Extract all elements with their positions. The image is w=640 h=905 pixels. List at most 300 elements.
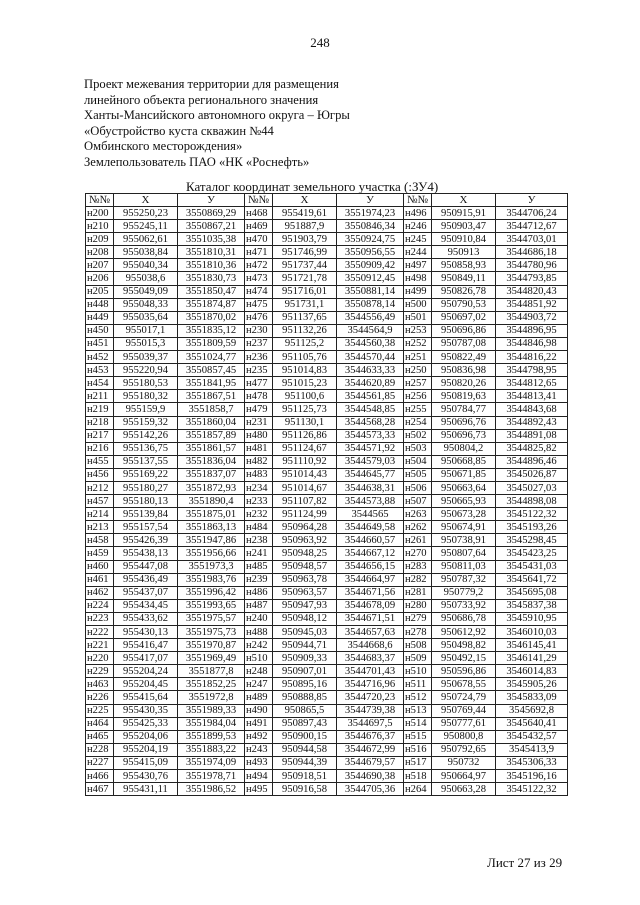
- y-coordinate-cell: 3551883,22: [178, 743, 245, 756]
- point-number-cell: н218: [86, 416, 114, 429]
- table-row: [86, 468, 568, 481]
- y-coordinate-cell: 3544660,57: [337, 534, 404, 547]
- point-number-cell: н480: [245, 429, 273, 442]
- y-coordinate-cell: 3544703,01: [496, 233, 568, 246]
- y-coordinate-cell: 3544671,51: [337, 612, 404, 625]
- point-number-cell: н489: [245, 691, 273, 704]
- x-coordinate-cell: 950916,58: [273, 783, 337, 796]
- y-coordinate-cell: 3544903,72: [496, 311, 568, 324]
- y-coordinate-cell: 3551947,86: [178, 534, 245, 547]
- x-coordinate-cell: 950858,93: [432, 259, 496, 272]
- y-coordinate-cell: 3545122,32: [496, 508, 568, 521]
- x-coordinate-cell: 955415,64: [114, 691, 178, 704]
- y-coordinate-cell: 3551890,4: [178, 495, 245, 508]
- x-coordinate-cell: 955159,32: [114, 416, 178, 429]
- table-row: [86, 534, 568, 547]
- point-number-cell: н482: [245, 455, 273, 468]
- point-number-cell: н241: [245, 547, 273, 560]
- x-coordinate-cell: 951716,01: [273, 285, 337, 298]
- y-coordinate-cell: 3551852,25: [178, 678, 245, 691]
- point-number-cell: н464: [86, 717, 114, 730]
- y-coordinate-cell: 3545641,72: [496, 573, 568, 586]
- y-coordinate-cell: 3550846,34: [337, 220, 404, 233]
- header-line: Омбинского месторождения»: [84, 139, 243, 154]
- point-number-cell: н499: [404, 285, 432, 298]
- point-number-cell: н222: [86, 626, 114, 639]
- column-header-y: У: [178, 194, 245, 207]
- point-number-cell: н452: [86, 351, 114, 364]
- x-coordinate-cell: 955180,13: [114, 495, 178, 508]
- y-coordinate-cell: 3544568,28: [337, 416, 404, 429]
- x-coordinate-cell: 950944,39: [273, 756, 337, 769]
- y-coordinate-cell: 3551835,12: [178, 324, 245, 337]
- point-number-cell: н471: [245, 246, 273, 259]
- y-coordinate-cell: 3551972,8: [178, 691, 245, 704]
- y-coordinate-cell: 3551970,87: [178, 639, 245, 652]
- x-coordinate-cell: 955430,13: [114, 626, 178, 639]
- y-coordinate-cell: 3545833,09: [496, 691, 568, 704]
- table-row: [86, 298, 568, 311]
- x-coordinate-cell: 950671,85: [432, 468, 496, 481]
- x-coordinate-cell: 955447,08: [114, 560, 178, 573]
- y-coordinate-cell: 3545306,33: [496, 756, 568, 769]
- x-coordinate-cell: 950910,84: [432, 233, 496, 246]
- x-coordinate-cell: 955437,07: [114, 586, 178, 599]
- column-header-y: У: [337, 194, 404, 207]
- y-coordinate-cell: 3544706,24: [496, 207, 568, 220]
- page-number: 248: [310, 35, 330, 50]
- point-number-cell: н235: [245, 364, 273, 377]
- table-row: [86, 770, 568, 783]
- point-number-cell: н479: [245, 403, 273, 416]
- point-number-cell: н518: [404, 770, 432, 783]
- point-number-cell: н244: [404, 246, 432, 259]
- y-coordinate-cell: 3544686,18: [496, 246, 568, 259]
- point-number-cell: н240: [245, 612, 273, 625]
- y-coordinate-cell: 3545122,32: [496, 783, 568, 796]
- x-coordinate-cell: 955204,45: [114, 678, 178, 691]
- point-number-cell: н449: [86, 311, 114, 324]
- point-number-cell: н227: [86, 756, 114, 769]
- point-number-cell: н460: [86, 560, 114, 573]
- y-coordinate-cell: 3544676,37: [337, 730, 404, 743]
- x-coordinate-cell: 951731,1: [273, 298, 337, 311]
- y-coordinate-cell: 3544620,89: [337, 377, 404, 390]
- point-number-cell: н508: [404, 639, 432, 652]
- x-coordinate-cell: 951014,67: [273, 481, 337, 494]
- x-coordinate-cell: 950800,8: [432, 730, 496, 743]
- table-row: [86, 599, 568, 612]
- column-header-y: У: [496, 194, 568, 207]
- x-coordinate-cell: 950492,15: [432, 652, 496, 665]
- x-coordinate-cell: 950498,82: [432, 639, 496, 652]
- point-number-cell: н494: [245, 770, 273, 783]
- point-number-cell: н483: [245, 468, 273, 481]
- table-row: [86, 351, 568, 364]
- x-coordinate-cell: 955015,3: [114, 337, 178, 350]
- x-coordinate-cell: 950948,25: [273, 547, 337, 560]
- x-coordinate-cell: 950787,32: [432, 573, 496, 586]
- table-row: [86, 403, 568, 416]
- x-coordinate-cell: 955040,34: [114, 259, 178, 272]
- table-row: [86, 324, 568, 337]
- y-coordinate-cell: 3545413,9: [496, 743, 568, 756]
- x-coordinate-cell: 955136,75: [114, 442, 178, 455]
- point-number-cell: н247: [245, 678, 273, 691]
- y-coordinate-cell: 3550867,21: [178, 220, 245, 233]
- y-coordinate-cell: 3551830,73: [178, 272, 245, 285]
- table-row: [86, 730, 568, 743]
- y-coordinate-cell: 3551973,3: [178, 560, 245, 573]
- point-number-cell: н481: [245, 442, 273, 455]
- point-number-cell: н257: [404, 377, 432, 390]
- x-coordinate-cell: 951100,6: [273, 390, 337, 403]
- column-header-number: №№: [86, 194, 114, 207]
- point-number-cell: н496: [404, 207, 432, 220]
- x-coordinate-cell: 955430,76: [114, 770, 178, 783]
- x-coordinate-cell: 955048,33: [114, 298, 178, 311]
- table-row: [86, 743, 568, 756]
- y-coordinate-cell: 3545431,03: [496, 560, 568, 573]
- table-row: [86, 442, 568, 455]
- x-coordinate-cell: 950790,53: [432, 298, 496, 311]
- point-number-cell: н448: [86, 298, 114, 311]
- point-number-cell: н238: [245, 534, 273, 547]
- point-number-cell: н225: [86, 704, 114, 717]
- x-coordinate-cell: 955245,11: [114, 220, 178, 233]
- table-row: [86, 285, 568, 298]
- header-line: Проект межевания территории для размещения: [84, 77, 339, 91]
- point-number-cell: н262: [404, 521, 432, 534]
- y-coordinate-cell: 3544671,56: [337, 586, 404, 599]
- point-number-cell: н473: [245, 272, 273, 285]
- y-coordinate-cell: 3544898,08: [496, 495, 568, 508]
- x-coordinate-cell: 951015,23: [273, 377, 337, 390]
- table-row: [86, 665, 568, 678]
- point-number-cell: н517: [404, 756, 432, 769]
- y-coordinate-cell: 3551984,04: [178, 717, 245, 730]
- x-coordinate-cell: 951887,9: [273, 220, 337, 233]
- x-coordinate-cell: 950724,79: [432, 691, 496, 704]
- x-coordinate-cell: 950944,58: [273, 743, 337, 756]
- y-coordinate-cell: 3546010,03: [496, 626, 568, 639]
- y-coordinate-cell: 3551836,04: [178, 455, 245, 468]
- point-number-cell: н206: [86, 272, 114, 285]
- x-coordinate-cell: 955169,22: [114, 468, 178, 481]
- point-number-cell: н515: [404, 730, 432, 743]
- point-number-cell: н461: [86, 573, 114, 586]
- table-row: [86, 207, 568, 220]
- y-coordinate-cell: 3551874,87: [178, 298, 245, 311]
- column-header-number: №№: [245, 194, 273, 207]
- point-number-cell: н256: [404, 390, 432, 403]
- point-number-cell: н450: [86, 324, 114, 337]
- y-coordinate-cell: 3551861,57: [178, 442, 245, 455]
- x-coordinate-cell: 950807,64: [432, 547, 496, 560]
- point-number-cell: н231: [245, 416, 273, 429]
- point-number-cell: н212: [86, 481, 114, 494]
- y-coordinate-cell: 3551975,73: [178, 626, 245, 639]
- point-number-cell: н251: [404, 351, 432, 364]
- point-number-cell: н484: [245, 521, 273, 534]
- y-coordinate-cell: 3551986,52: [178, 783, 245, 796]
- x-coordinate-cell: 955204,19: [114, 743, 178, 756]
- point-number-cell: н463: [86, 678, 114, 691]
- y-coordinate-cell: 3544657,63: [337, 626, 404, 639]
- y-coordinate-cell: 3550881,14: [337, 285, 404, 298]
- y-coordinate-cell: 3544649,58: [337, 521, 404, 534]
- x-coordinate-cell: 951132,26: [273, 324, 337, 337]
- point-number-cell: н477: [245, 377, 273, 390]
- point-number-cell: н270: [404, 547, 432, 560]
- y-coordinate-cell: 3551863,13: [178, 521, 245, 534]
- y-coordinate-cell: 3544705,36: [337, 783, 404, 796]
- x-coordinate-cell: 950811,03: [432, 560, 496, 573]
- x-coordinate-cell: 951014,83: [273, 364, 337, 377]
- x-coordinate-cell: 951126,86: [273, 429, 337, 442]
- point-number-cell: н491: [245, 717, 273, 730]
- point-number-cell: н503: [404, 442, 432, 455]
- x-coordinate-cell: 950792,65: [432, 743, 496, 756]
- y-coordinate-cell: 3550956,55: [337, 246, 404, 259]
- x-coordinate-cell: 950915,91: [432, 207, 496, 220]
- y-coordinate-cell: 3544739,38: [337, 704, 404, 717]
- x-coordinate-cell: 955038,6: [114, 272, 178, 285]
- x-coordinate-cell: 950663,28: [432, 783, 496, 796]
- y-coordinate-cell: 3551035,38: [178, 233, 245, 246]
- y-coordinate-cell: 3544701,43: [337, 665, 404, 678]
- y-coordinate-cell: 3545423,25: [496, 547, 568, 560]
- y-coordinate-cell: 3551024,77: [178, 351, 245, 364]
- table-row: [86, 691, 568, 704]
- x-coordinate-cell: 955204,06: [114, 730, 178, 743]
- y-coordinate-cell: 3551837,07: [178, 468, 245, 481]
- x-coordinate-cell: 955433,62: [114, 612, 178, 625]
- x-coordinate-cell: 951125,73: [273, 403, 337, 416]
- y-coordinate-cell: 3544668,6: [337, 639, 404, 652]
- y-coordinate-cell: 3545027,03: [496, 481, 568, 494]
- point-number-cell: н283: [404, 560, 432, 573]
- x-coordinate-cell: 955426,39: [114, 534, 178, 547]
- x-coordinate-cell: 950663,64: [432, 481, 496, 494]
- point-number-cell: н492: [245, 730, 273, 743]
- y-coordinate-cell: 3544667,12: [337, 547, 404, 560]
- point-number-cell: н485: [245, 560, 273, 573]
- x-coordinate-cell: 951137,65: [273, 311, 337, 324]
- table-row: [86, 508, 568, 521]
- y-coordinate-cell: 3544556,49: [337, 311, 404, 324]
- x-coordinate-cell: 950668,85: [432, 455, 496, 468]
- x-coordinate-cell: 950733,92: [432, 599, 496, 612]
- y-coordinate-cell: 3546014,83: [496, 665, 568, 678]
- point-number-cell: н506: [404, 481, 432, 494]
- x-coordinate-cell: 950948,12: [273, 612, 337, 625]
- y-coordinate-cell: 3545026,87: [496, 468, 568, 481]
- x-coordinate-cell: 951105,76: [273, 351, 337, 364]
- x-coordinate-cell: 951014,43: [273, 468, 337, 481]
- point-number-cell: н500: [404, 298, 432, 311]
- y-coordinate-cell: 3551969,49: [178, 652, 245, 665]
- x-coordinate-cell: 955436,49: [114, 573, 178, 586]
- point-number-cell: н458: [86, 534, 114, 547]
- y-coordinate-cell: 3550878,14: [337, 298, 404, 311]
- point-number-cell: н232: [245, 508, 273, 521]
- y-coordinate-cell: 3544896,95: [496, 324, 568, 337]
- y-coordinate-cell: 3550912,45: [337, 272, 404, 285]
- y-coordinate-cell: 3544679,57: [337, 756, 404, 769]
- point-number-cell: н254: [404, 416, 432, 429]
- point-number-cell: н510: [404, 665, 432, 678]
- x-coordinate-cell: 950897,43: [273, 717, 337, 730]
- y-coordinate-cell: 3551993,65: [178, 599, 245, 612]
- x-coordinate-cell: 950900,15: [273, 730, 337, 743]
- point-number-cell: н507: [404, 495, 432, 508]
- table-row: [86, 756, 568, 769]
- y-coordinate-cell: 3551872,93: [178, 481, 245, 494]
- header-line: «Обустройство куста скважин №44: [84, 123, 274, 138]
- table-caption: Каталог координат земельного участка (:ЗУ4): [186, 179, 439, 194]
- y-coordinate-cell: 3544896,46: [496, 455, 568, 468]
- y-coordinate-cell: 3544638,31: [337, 481, 404, 494]
- y-coordinate-cell: 3544843,68: [496, 403, 568, 416]
- point-number-cell: н498: [404, 272, 432, 285]
- point-number-cell: н454: [86, 377, 114, 390]
- y-coordinate-cell: 3544561,85: [337, 390, 404, 403]
- y-coordinate-cell: 3551870,02: [178, 311, 245, 324]
- y-coordinate-cell: 3544560,38: [337, 337, 404, 350]
- point-number-cell: н472: [245, 259, 273, 272]
- y-coordinate-cell: 3545837,38: [496, 599, 568, 612]
- x-coordinate-cell: 950674,91: [432, 521, 496, 534]
- y-coordinate-cell: 3544664,97: [337, 573, 404, 586]
- x-coordinate-cell: 955017,1: [114, 324, 178, 337]
- table-row: [86, 560, 568, 573]
- table-row: [86, 259, 568, 272]
- point-number-cell: н488: [245, 626, 273, 639]
- y-coordinate-cell: 3544683,37: [337, 652, 404, 665]
- y-coordinate-cell: 3546145,41: [496, 639, 568, 652]
- column-header-x: X: [114, 194, 178, 207]
- x-coordinate-cell: 955204,24: [114, 665, 178, 678]
- x-coordinate-cell: 950963,92: [273, 534, 337, 547]
- table-row: [86, 652, 568, 665]
- y-coordinate-cell: 3551809,59: [178, 337, 245, 350]
- x-coordinate-cell: 950738,91: [432, 534, 496, 547]
- point-number-cell: н278: [404, 626, 432, 639]
- point-number-cell: н451: [86, 337, 114, 350]
- x-coordinate-cell: 950865,5: [273, 704, 337, 717]
- point-number-cell: н246: [404, 220, 432, 233]
- x-coordinate-cell: 951107,82: [273, 495, 337, 508]
- x-coordinate-cell: 950964,28: [273, 521, 337, 534]
- point-number-cell: н514: [404, 717, 432, 730]
- x-coordinate-cell: 955159,9: [114, 403, 178, 416]
- y-coordinate-cell: 3544645,77: [337, 468, 404, 481]
- header-line: линейного объекта регионального значения: [84, 92, 319, 107]
- x-coordinate-cell: 951746,99: [273, 246, 337, 259]
- point-number-cell: н468: [245, 207, 273, 220]
- point-number-cell: н250: [404, 364, 432, 377]
- x-coordinate-cell: 951737,44: [273, 259, 337, 272]
- point-number-cell: н462: [86, 586, 114, 599]
- x-coordinate-cell: 955431,11: [114, 783, 178, 796]
- y-coordinate-cell: 3551989,33: [178, 704, 245, 717]
- point-number-cell: н214: [86, 508, 114, 521]
- y-coordinate-cell: 3544712,67: [496, 220, 568, 233]
- y-coordinate-cell: 3544891,08: [496, 429, 568, 442]
- x-coordinate-cell: 951124,67: [273, 442, 337, 455]
- y-coordinate-cell: 3545298,45: [496, 534, 568, 547]
- y-coordinate-cell: 3544793,85: [496, 272, 568, 285]
- table-row: [86, 220, 568, 233]
- x-coordinate-cell: 950918,51: [273, 770, 337, 783]
- y-coordinate-cell: 3545640,41: [496, 717, 568, 730]
- y-coordinate-cell: 3551975,57: [178, 612, 245, 625]
- point-number-cell: н459: [86, 547, 114, 560]
- point-number-cell: н470: [245, 233, 273, 246]
- x-coordinate-cell: 950697,02: [432, 311, 496, 324]
- point-number-cell: н493: [245, 756, 273, 769]
- table-row: [86, 678, 568, 691]
- point-number-cell: н264: [404, 783, 432, 796]
- y-coordinate-cell: 3545193,26: [496, 521, 568, 534]
- table-row: [86, 717, 568, 730]
- y-coordinate-cell: 3545432,57: [496, 730, 568, 743]
- column-header-x: X: [273, 194, 337, 207]
- x-coordinate-cell: 950963,57: [273, 586, 337, 599]
- point-number-cell: н504: [404, 455, 432, 468]
- table-row: [86, 612, 568, 625]
- point-number-cell: н205: [86, 285, 114, 298]
- point-number-cell: н223: [86, 612, 114, 625]
- point-number-cell: н228: [86, 743, 114, 756]
- x-coordinate-cell: 955035,64: [114, 311, 178, 324]
- point-number-cell: н242: [245, 639, 273, 652]
- x-coordinate-cell: 950664,97: [432, 770, 496, 783]
- point-number-cell: н505: [404, 468, 432, 481]
- point-number-cell: н469: [245, 220, 273, 233]
- y-coordinate-cell: 3550869,29: [178, 207, 245, 220]
- point-number-cell: н216: [86, 442, 114, 455]
- y-coordinate-cell: 3551860,04: [178, 416, 245, 429]
- point-number-cell: н279: [404, 612, 432, 625]
- x-coordinate-cell: 955416,47: [114, 639, 178, 652]
- x-coordinate-cell: 950849,11: [432, 272, 496, 285]
- point-number-cell: н512: [404, 691, 432, 704]
- point-number-cell: н220: [86, 652, 114, 665]
- point-number-cell: н263: [404, 508, 432, 521]
- point-number-cell: н490: [245, 704, 273, 717]
- point-number-cell: н474: [245, 285, 273, 298]
- x-coordinate-cell: 955220,94: [114, 364, 178, 377]
- y-coordinate-cell: 3544716,96: [337, 678, 404, 691]
- x-coordinate-cell: 950777,61: [432, 717, 496, 730]
- point-number-cell: н226: [86, 691, 114, 704]
- y-coordinate-cell: 3544690,38: [337, 770, 404, 783]
- x-coordinate-cell: 955419,61: [273, 207, 337, 220]
- x-coordinate-cell: 950836,98: [432, 364, 496, 377]
- x-coordinate-cell: 955137,55: [114, 455, 178, 468]
- x-coordinate-cell: 950678,55: [432, 678, 496, 691]
- point-number-cell: н209: [86, 233, 114, 246]
- y-coordinate-cell: 3551978,71: [178, 770, 245, 783]
- y-coordinate-cell: 3551857,89: [178, 429, 245, 442]
- y-coordinate-cell: 3551858,7: [178, 403, 245, 416]
- x-coordinate-cell: 951721,78: [273, 272, 337, 285]
- y-coordinate-cell: 3544816,22: [496, 351, 568, 364]
- x-coordinate-cell: 950822,49: [432, 351, 496, 364]
- point-number-cell: н511: [404, 678, 432, 691]
